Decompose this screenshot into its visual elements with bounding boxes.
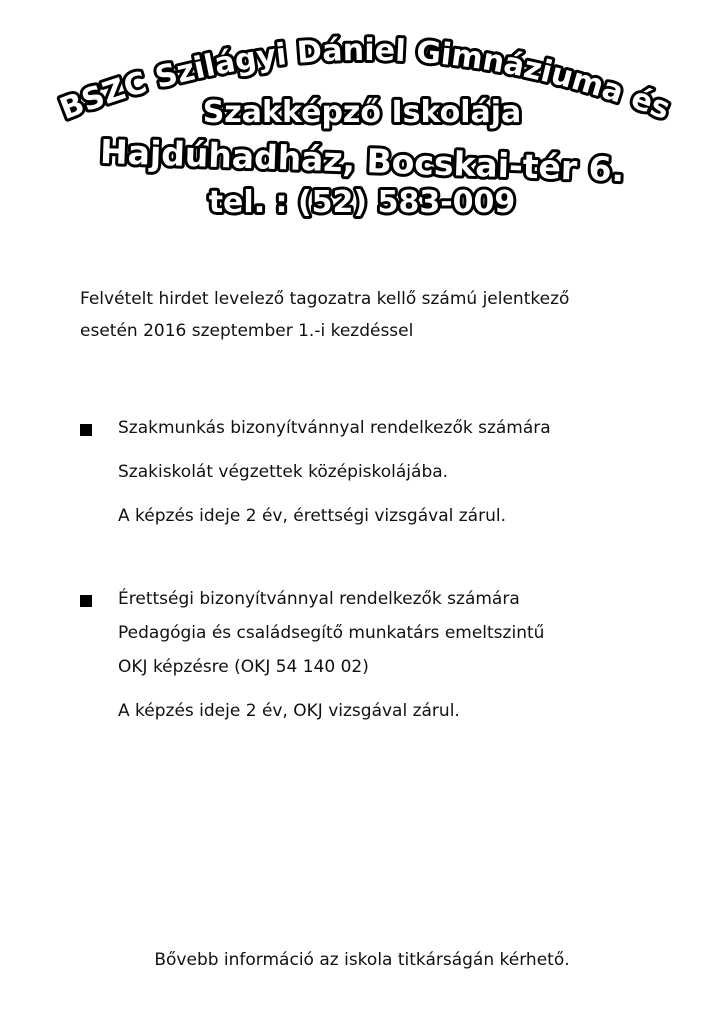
section1-line-3: A képzés ideje 2 év, érettségi vizsgával zárul. — [118, 506, 506, 526]
intro-line-2: esetén 2016 szeptember 1.-i kezdéssel — [80, 321, 414, 341]
section1-line-2: Szakiskolát végzettek középiskolájába. — [118, 462, 449, 482]
school-subtitle: Szakképző Iskolája — [202, 95, 522, 130]
section1-line-1: Szakmunkás bizonyítvánnyal rendelkezők számára — [118, 418, 551, 438]
square-bullet-icon — [80, 595, 92, 607]
program-section-2 — [80, 589, 660, 729]
intro-paragraph — [80, 283, 660, 347]
intro-line-1: Felvételt hirdet levelező tagozatra kellő számú jelentkező — [80, 289, 570, 309]
section2-line-2: Pedagógia és családsegítő munkatárs emeltszintű — [118, 623, 545, 643]
section2-line-3: OKJ képzésre (OKJ 54 140 02) — [118, 657, 369, 677]
footer-note: Bővebb információ az iskola titkárságán kérhető. — [154, 950, 570, 970]
square-bullet-icon — [80, 424, 92, 436]
program-section-1 — [80, 418, 660, 538]
section2-line-1: Érettségi bizonyítvánnyal rendelkezők számára — [118, 589, 520, 609]
school-name-arc: BSZC Szilágyi Dániel Gimnáziuma és — [55, 32, 675, 128]
school-address: Hajdúhadház, Bocskai-tér 6. — [99, 131, 625, 190]
school-header — [0, 0, 724, 240]
school-phone: tel. : (52) 583-009 — [208, 185, 516, 220]
section2-line-4: A képzés ideje 2 év, OKJ vizsgával zárul. — [118, 701, 460, 721]
